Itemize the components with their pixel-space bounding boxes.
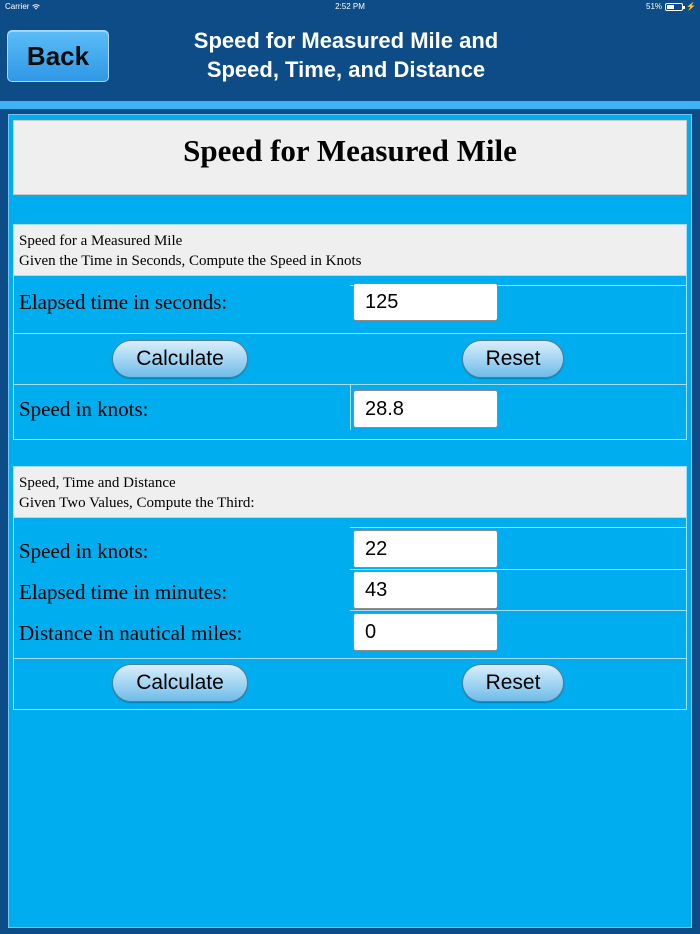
- std-distance-label: Distance in nautical miles:: [19, 621, 243, 645]
- std-heading-line1: Speed, Time and Distance: [19, 475, 176, 491]
- measured-mile-heading: [14, 225, 686, 275]
- battery-percent: 51%: [646, 2, 663, 11]
- battery-status: [646, 2, 696, 11]
- nav-divider: [0, 101, 700, 109]
- row-divider: [350, 569, 686, 570]
- std-heading: [14, 467, 686, 517]
- battery-icon: [665, 3, 683, 11]
- reset-std-button[interactable]: Reset: [462, 664, 564, 702]
- std-inputs-block: [14, 517, 686, 658]
- std-speed-label: Speed in knots:: [19, 539, 149, 563]
- std-speed-input[interactable]: 22: [353, 530, 498, 568]
- measured-mile-section: [13, 224, 687, 440]
- back-button[interactable]: Back: [7, 30, 109, 82]
- speed-knots-row: [14, 384, 686, 430]
- nav-title: [130, 26, 562, 84]
- carrier-label: Carrier: [5, 2, 30, 11]
- page-title: Speed for Measured Mile: [183, 133, 517, 168]
- nav-title-line2: Speed, Time, and Distance: [206, 57, 486, 82]
- std-time-label: Elapsed time in minutes:: [19, 580, 228, 604]
- charging-icon: ⚡: [686, 2, 696, 11]
- status-time: 2:52 PM: [335, 2, 365, 11]
- calculate-std-button[interactable]: Calculate: [112, 664, 248, 702]
- std-heading-line2: Given Two Values, Compute the Third:: [19, 495, 255, 511]
- content-area: [8, 114, 692, 928]
- std-time-input[interactable]: 43: [353, 571, 498, 609]
- cell-divider: [350, 385, 351, 430]
- nav-title-line1: Speed for Measured Mile and: [193, 28, 499, 53]
- calculate-speed-button[interactable]: Calculate: [112, 340, 248, 378]
- speed-time-distance-section: [13, 466, 687, 710]
- row-divider: [350, 610, 686, 611]
- measured-mile-buttons-row: [14, 333, 686, 384]
- status-bar: [0, 0, 700, 14]
- measured-mile-heading-line1: Speed for a Measured Mile: [19, 233, 183, 249]
- elapsed-seconds-input[interactable]: 125: [353, 283, 498, 321]
- elapsed-seconds-row: [14, 275, 686, 333]
- speed-knots-label: Speed in knots:: [19, 397, 149, 421]
- nav-bar: [0, 14, 700, 102]
- page-header: [13, 120, 687, 195]
- reset-speed-button[interactable]: Reset: [462, 340, 564, 378]
- row-divider: [350, 527, 686, 528]
- std-buttons-row: [14, 658, 686, 708]
- speed-knots-output[interactable]: 28.8: [353, 390, 498, 428]
- measured-mile-heading-line2: Given the Time in Seconds, Compute the Speed in Knots: [19, 253, 362, 269]
- std-distance-input[interactable]: 0: [353, 613, 498, 651]
- elapsed-seconds-label: Elapsed time in seconds:: [19, 290, 228, 314]
